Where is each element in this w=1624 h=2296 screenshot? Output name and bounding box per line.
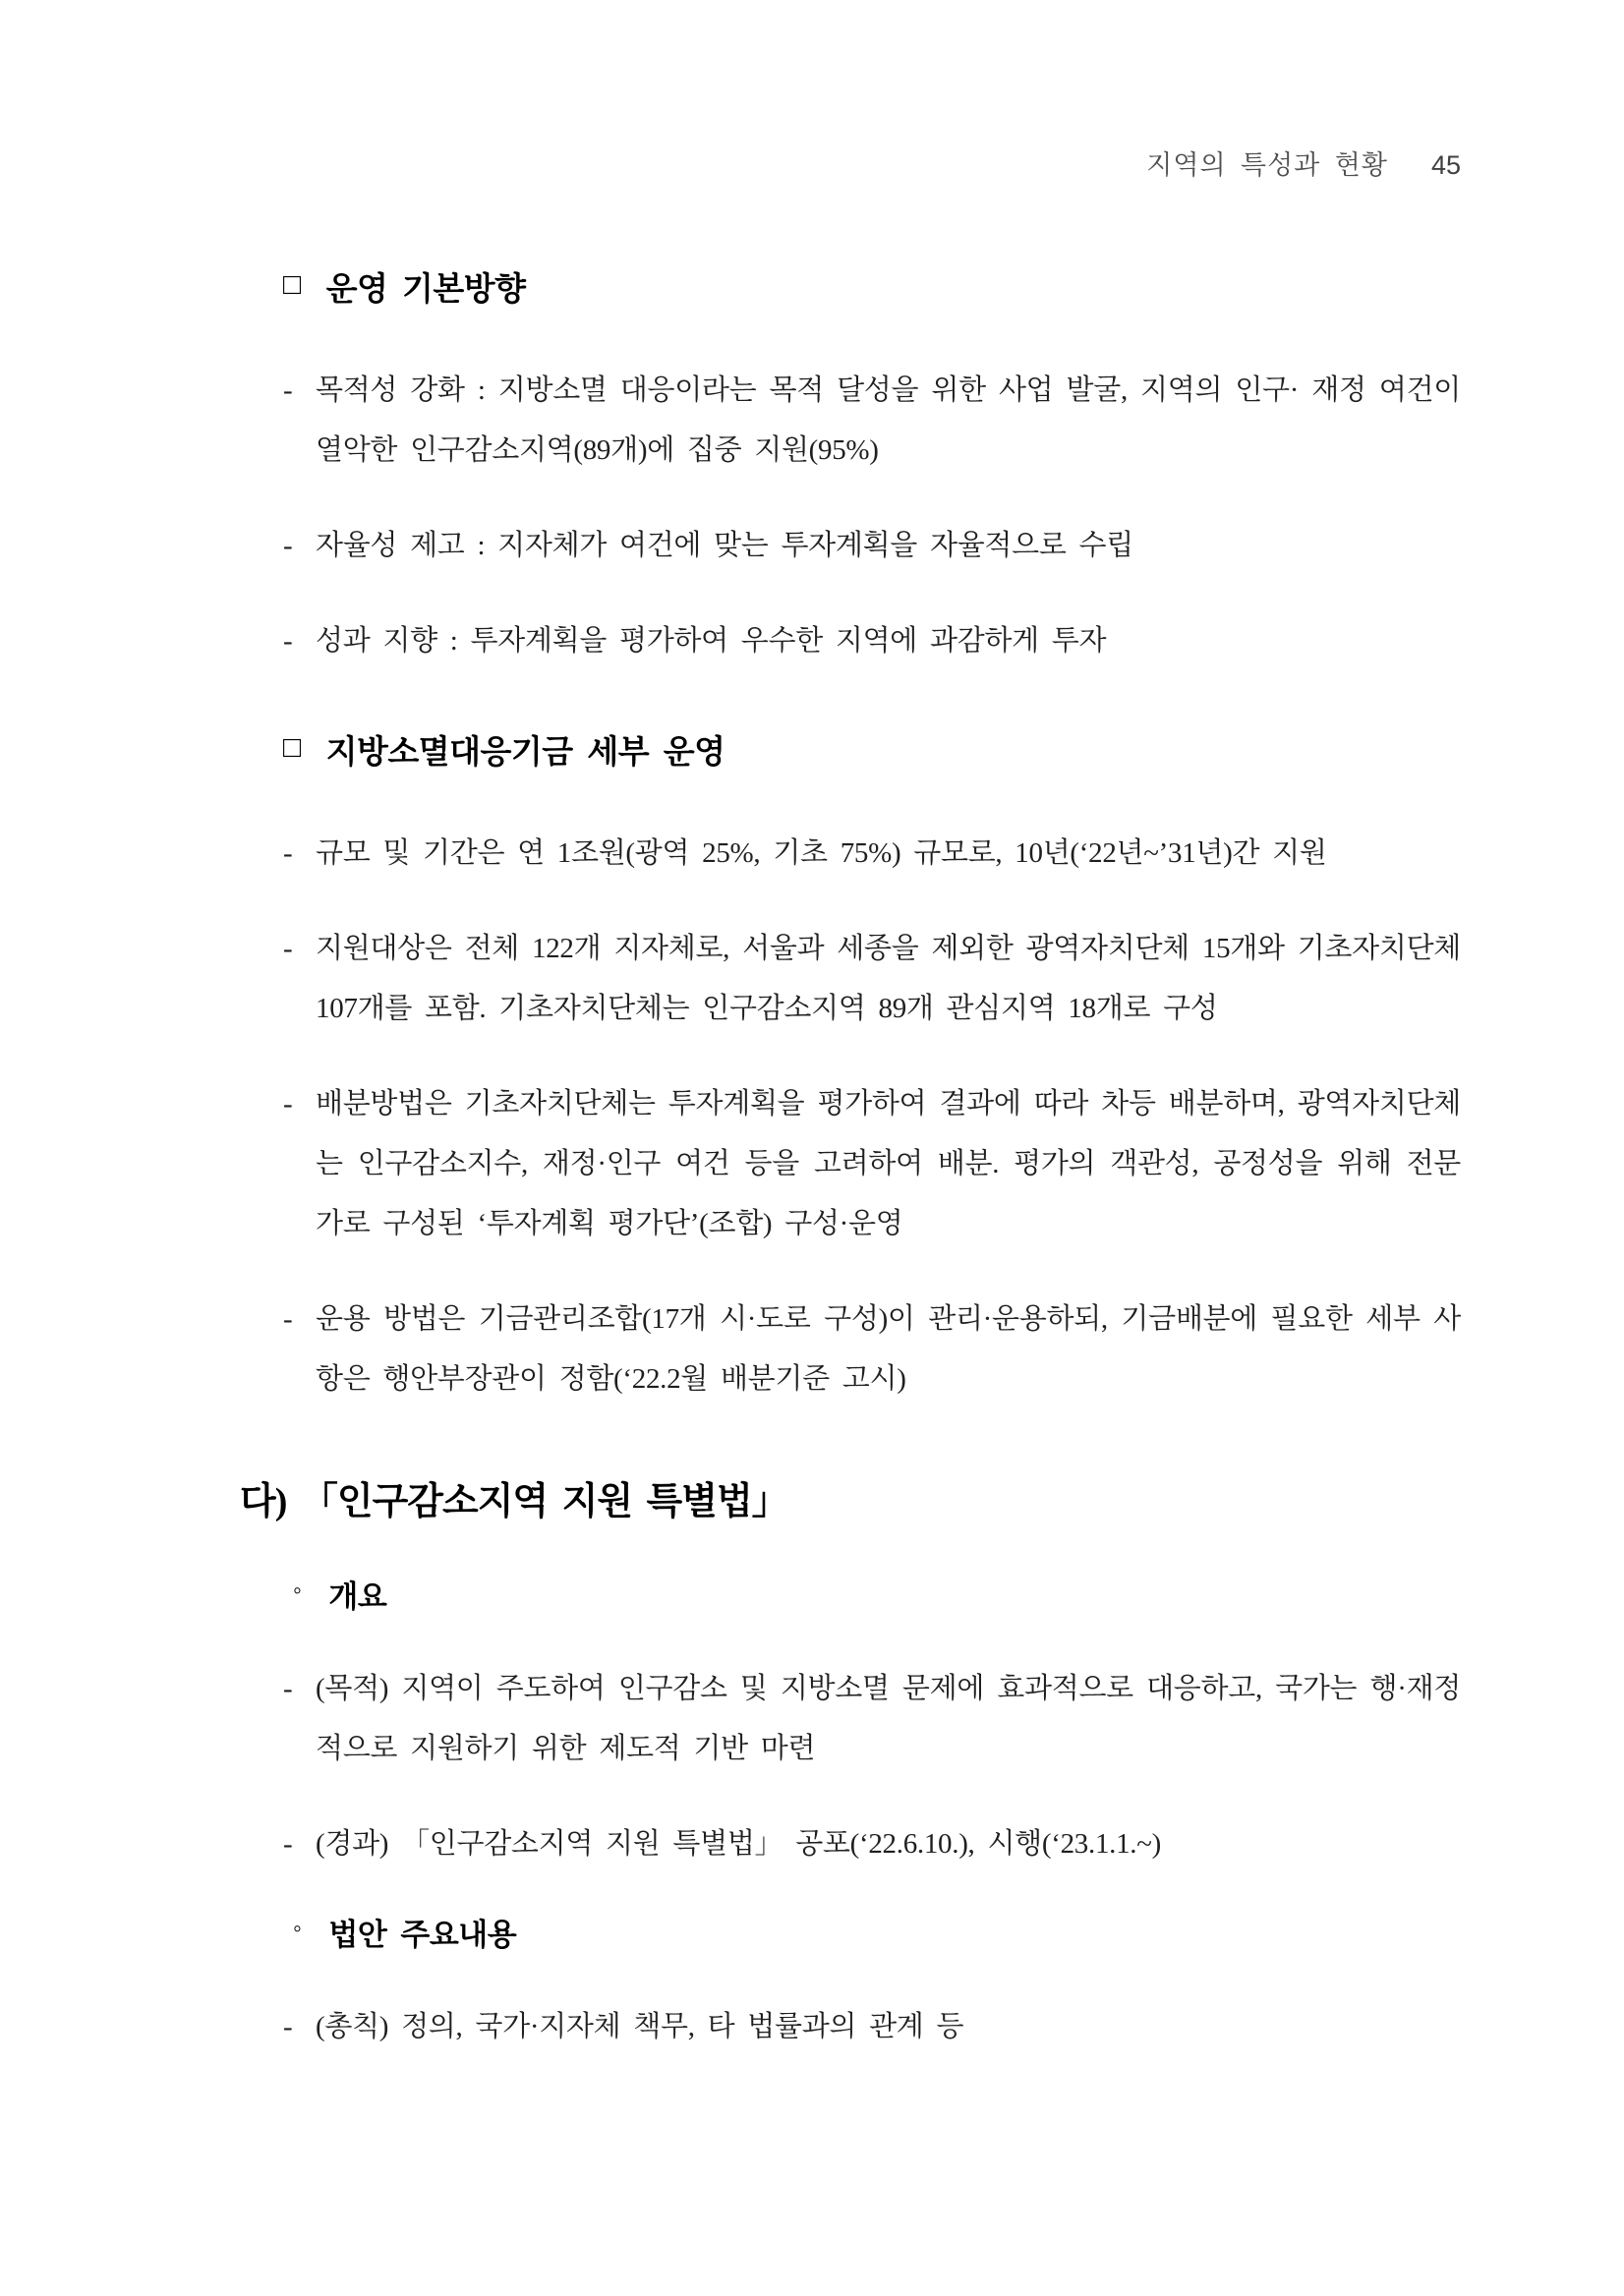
list-item [283, 1074, 1461, 1254]
section-special-law [240, 1470, 1461, 2057]
list-item [283, 1290, 1461, 1409]
list-item [283, 1997, 1461, 2057]
dash-bullet-icon: - [283, 1303, 293, 1335]
list-item-text: (목적) 지역이 주도하여 인구감소 및 지방소멸 문제에 효과적으로 대응하고, 국가는 행·재정적으로 지원하기 위한 제도적 기반 마련 [316, 1673, 1461, 1764]
header-title: 지역의 특성과 현황 [1146, 150, 1388, 180]
section-heading-text: 운영 기본방향 [325, 270, 526, 307]
page-header [1146, 144, 1461, 182]
subsection-heading [293, 1572, 1461, 1616]
dash-bullet-icon: - [283, 625, 293, 657]
subsection-law-contents [283, 1910, 1461, 2057]
list-item [283, 611, 1461, 671]
circle-bullet-icon: ◦ [293, 1915, 302, 1942]
list-item-text: (경과) 「인구감소지역 지원 특별법」 공포(‘22.6.10.), 시행(‘23.1.1.~) [316, 1828, 1161, 1860]
section-heading [283, 726, 1461, 773]
dash-bullet-icon: - [283, 933, 293, 964]
law-section-heading: 다) 「인구감소지역 지원 특별법」 [240, 1481, 788, 1522]
list-item [283, 1814, 1461, 1874]
list-item [283, 919, 1461, 1039]
circle-bullet-icon: ◦ [293, 1577, 302, 1604]
list-item-text: 자율성 제고 : 지자체가 여건에 맞는 투자계획을 자율적으로 수립 [316, 530, 1133, 561]
square-bullet-icon: □ [283, 267, 301, 301]
section-heading-text: 지방소멸대응기금 세부 운영 [325, 733, 725, 770]
list-item-text: 목적성 강화 : 지방소멸 대응이라는 목적 달성을 위한 사업 발굴, 지역의 인구· 재정 여건이 열악한 인구감소지역(89개)에 집중 지원(95%) [316, 374, 1462, 466]
dash-bullet-icon: - [283, 530, 293, 561]
list-item-text: 운용 방법은 기금관리조합(17개 시·도로 구성)이 관리·운용하되, 기금배분에 필요한 세부 사항은 행안부장관이 정함(‘22.2월 배분기준 고시) [316, 1303, 1461, 1395]
section-heading [283, 263, 1461, 310]
list-item-text: 성과 지향 : 투자계획을 평가하여 우수한 지역에 과감하게 투자 [316, 625, 1107, 657]
dash-bullet-icon: - [283, 1088, 293, 1119]
dash-bullet-icon: - [283, 374, 293, 406]
dash-bullet-icon: - [283, 1828, 293, 1860]
subsection-heading-text: 개요 [328, 1579, 387, 1614]
subsection-overview [283, 1572, 1461, 1874]
page-number: 45 [1430, 150, 1461, 180]
list-item-text: (총칙) 정의, 국가·지자체 책무, 타 법률과의 관계 등 [316, 2011, 964, 2042]
square-bullet-icon: □ [283, 730, 301, 764]
list-item-text: 규모 및 기간은 연 1조원(광역 25%, 기초 75%) 규모로, 10년(‘22년~’31년)간 지원 [316, 837, 1327, 869]
list-item-text: 지원대상은 전체 122개 지자체로, 서울과 세종을 제외한 광역자치단체 15개와 기초자치단체 107개를 포함. 기초자치단체는 인구감소지역 89개 관심지역 18개로 구성 [316, 933, 1461, 1024]
dash-bullet-icon: - [283, 2011, 293, 2042]
list-item [283, 361, 1461, 481]
dash-bullet-icon: - [283, 1673, 293, 1704]
list-item [283, 516, 1461, 576]
section-operation-direction [283, 263, 1461, 671]
subsection-heading-text: 법안 주요내용 [328, 1918, 517, 1952]
list-item [283, 1659, 1461, 1779]
dash-bullet-icon: - [283, 837, 293, 869]
list-item-text: 배분방법은 기초자치단체는 투자계획을 평가하여 결과에 따라 차등 배분하며, 광역자치단체는 인구감소지수, 재정·인구 여건 등을 고려하여 배분. 평가의 객관성, 공정성을 위해 전문가로 구성된 ‘투자계획 평가단’(조합) 구성·운영 [316, 1088, 1461, 1239]
subsection-heading [293, 1910, 1461, 1954]
list-item [283, 824, 1461, 884]
section-fund-operation [283, 726, 1461, 1409]
